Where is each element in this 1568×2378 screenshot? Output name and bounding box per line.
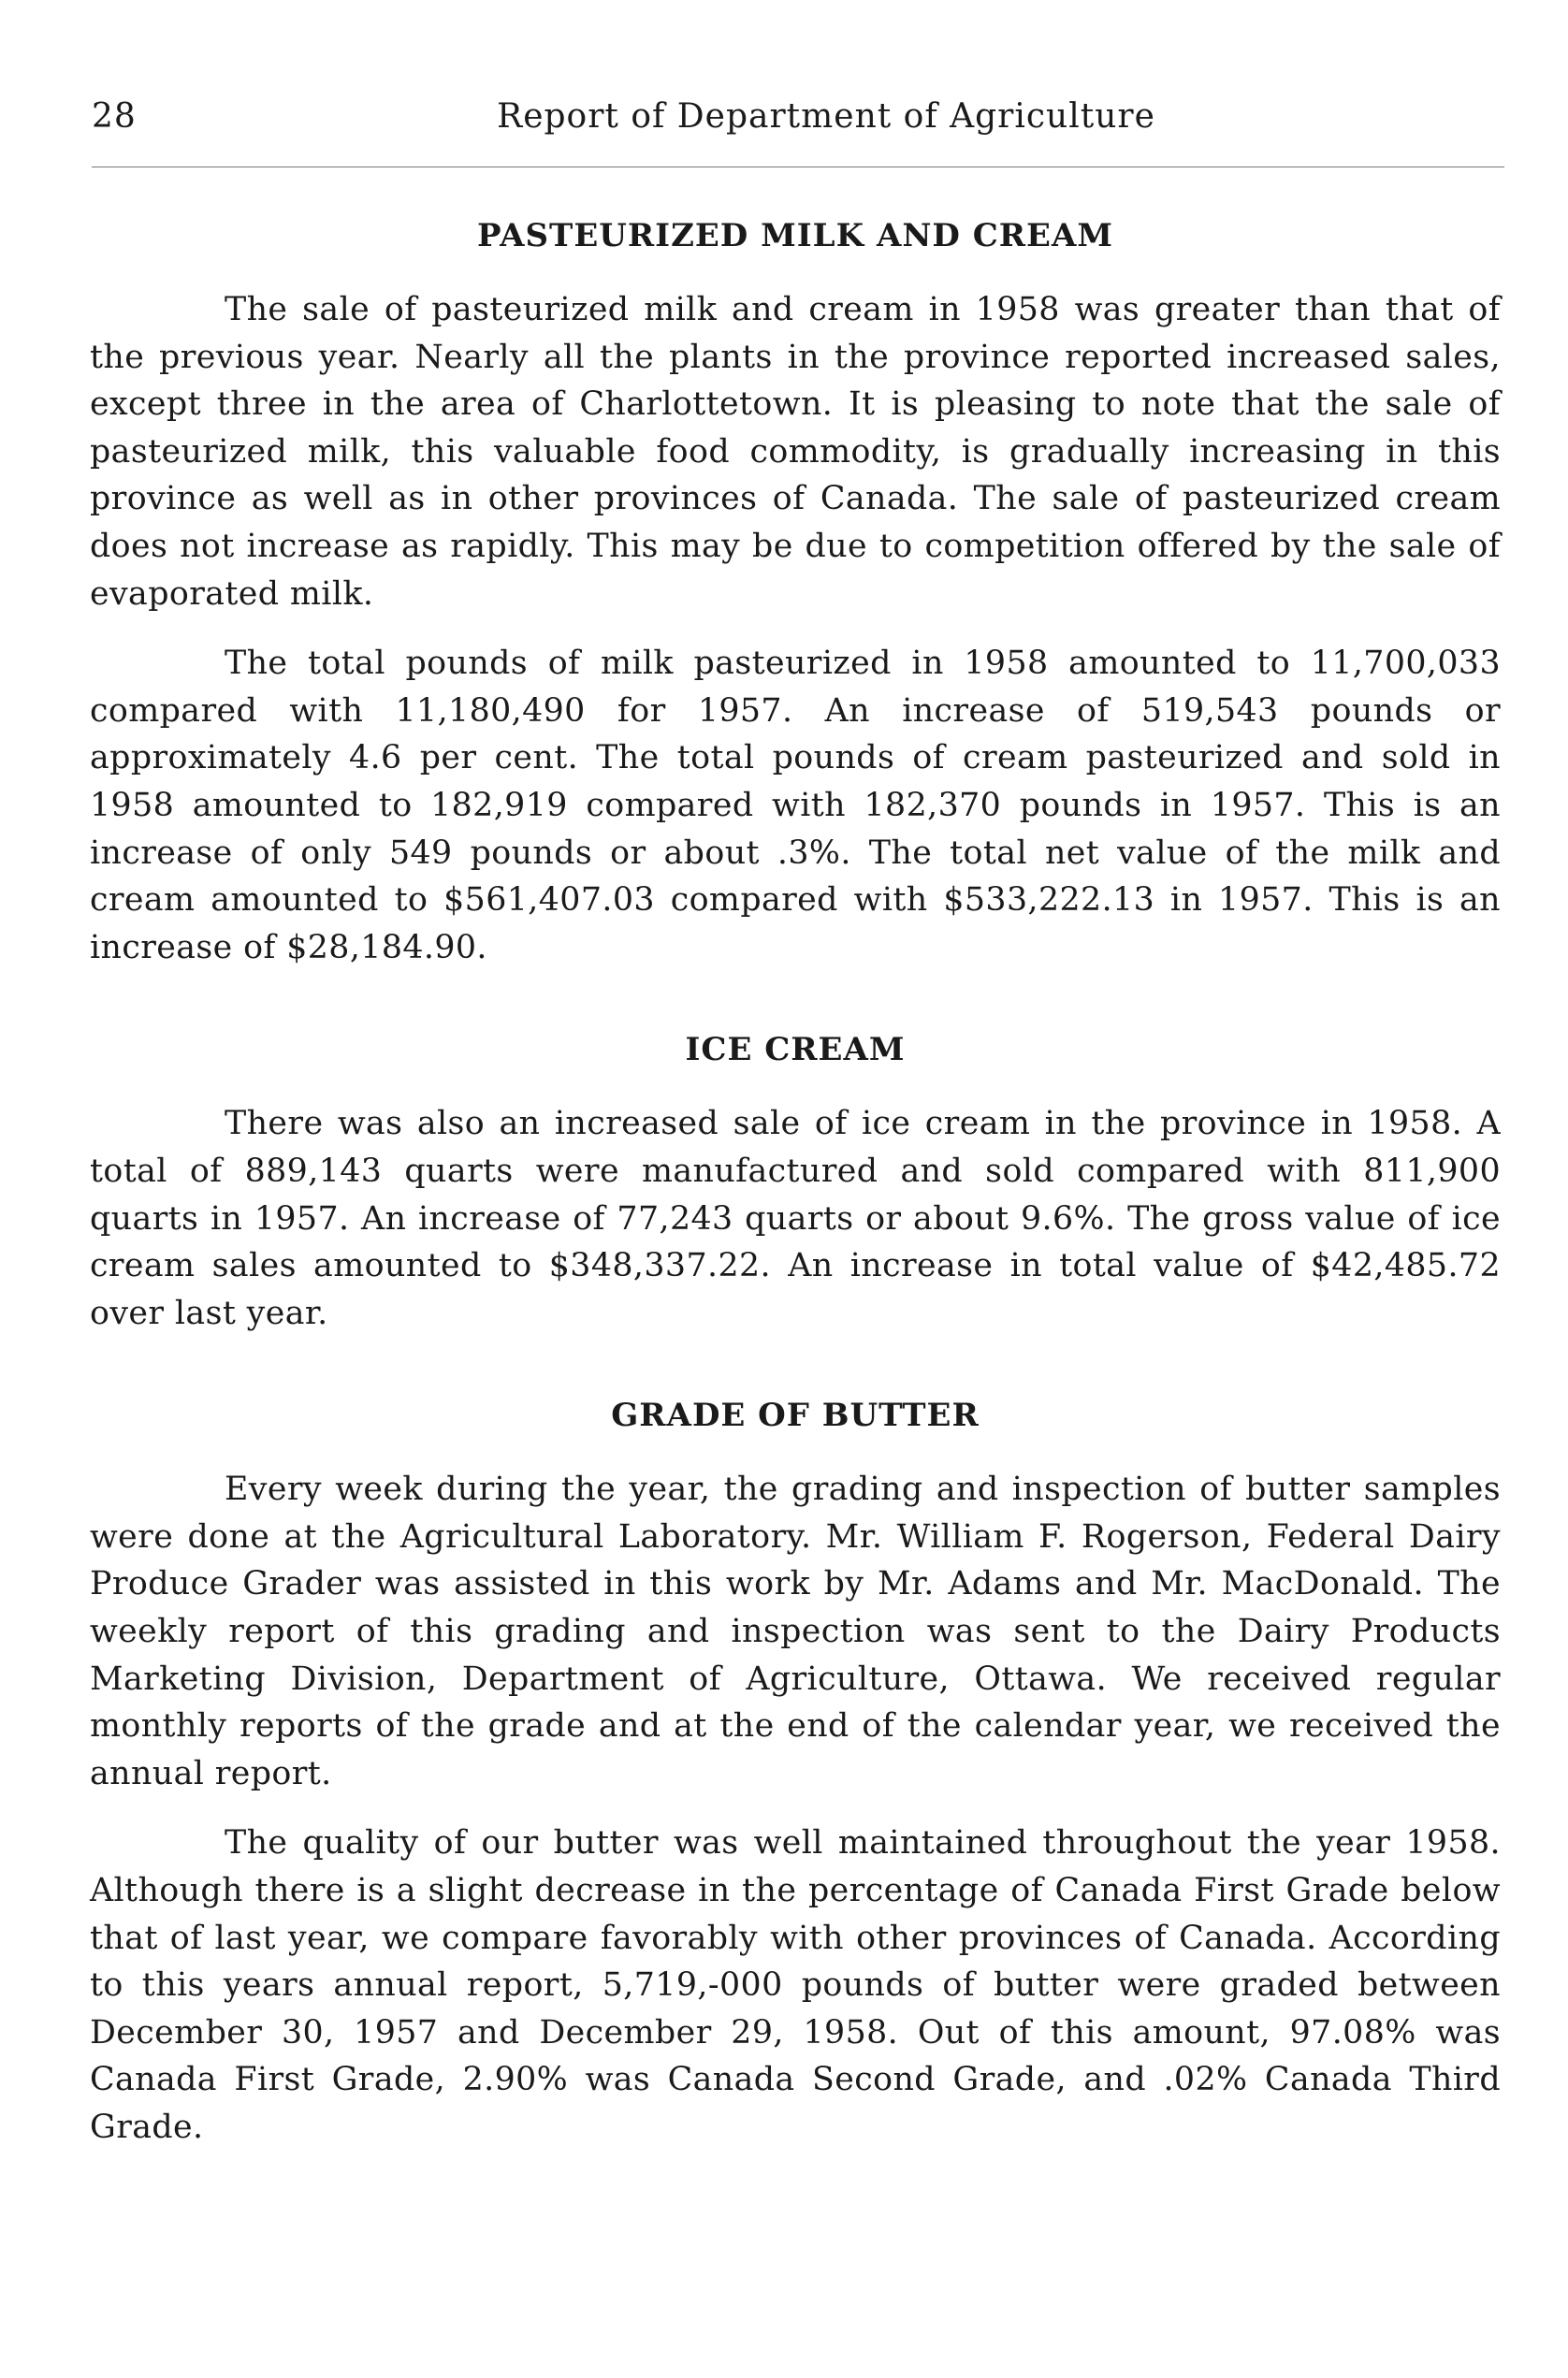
- page-number: 28: [92, 97, 137, 136]
- paragraph: The total pounds of milk pasteurized in 1958 amounted to 11,700,033 compared with 11,180,490 for 1957. An increase of 519,543 pounds or approximately 4.6 per cent. The total pounds of cream pasteurized and sold in 1958 amounted to 182,919 compared with 182,370 pounds in 1957. This is an increase of only 549 pounds or about .3%. The total net value of the milk and cream amounted to $561,407.03 compared with $533,222.13 in 1957. This is an increase of $28,184.90.: [90, 645, 1501, 966]
- paragraph: There was also an increased sale of ice cream in the province in 1958. A total of 889,143 quarts were manufactured and sold compared with 811,900 quarts in 1957. An increase of 77,243 quarts or about 9.6%. The gross value of ice cream sales amounted to $348,337.22. An increase in total value of $42,485.72 over last year.: [90, 1105, 1501, 1332]
- section-heading: ICE CREAM: [685, 1031, 906, 1069]
- paragraph: The quality of our butter was well maintained throughout the year 1958. Although there is a slight decrease in the percentage of Canada First Grade below that of last year, we compare favorably with other provinces of Canada. According to this years annual report, 5,719,-000 pounds of butter were graded between December 30, 1957 and December 29, 1958. Out of this amount, 97.08% was Canada First Grade, 2.90% was Canada Second Grade, and .02% Canada Third Grade.: [90, 1824, 1501, 2146]
- section-grade-of-butter: [90, 1397, 1501, 2151]
- page-body: [90, 217, 1501, 2174]
- paragraph: The sale of pasteurized milk and cream in 1958 was greater than that of the previous year. Nearly all the plants in the province reported increased sales, except three in the area of Charlottetown. It is pleasing to note that the sale of pasteurized milk, this valuable food commodity, is gradually increasing in this province as well as in other provinces of Canada. The sale of pasteurized cream does not increase as rapidly. This may be due to competition offered by the sale of evaporated milk.: [90, 291, 1501, 613]
- section-heading: GRADE OF BUTTER: [611, 1397, 980, 1435]
- section-ice-cream: [90, 1031, 1501, 1337]
- running-title: Report of Department of Agriculture: [497, 97, 1155, 136]
- section-heading: PASTEURIZED MILK AND CREAM: [477, 217, 1113, 254]
- paragraph: Every week during the year, the grading and inspection of butter samples were done at the Agricultural Laboratory. Mr. William F. Rogerson, Federal Dairy Produce Grader was assisted in this work by Mr. Adams and Mr. MacDonald. The weekly report of this grading and inspection was sent to the Dairy Products Marketing Division, Department of Agriculture, Ottawa. We received regular monthly reports of the grade and at the end of the calendar year, we received the annual report.: [90, 1471, 1501, 1792]
- section-pasteurized-milk-and-cream: [90, 217, 1501, 971]
- running-header: [92, 97, 1504, 153]
